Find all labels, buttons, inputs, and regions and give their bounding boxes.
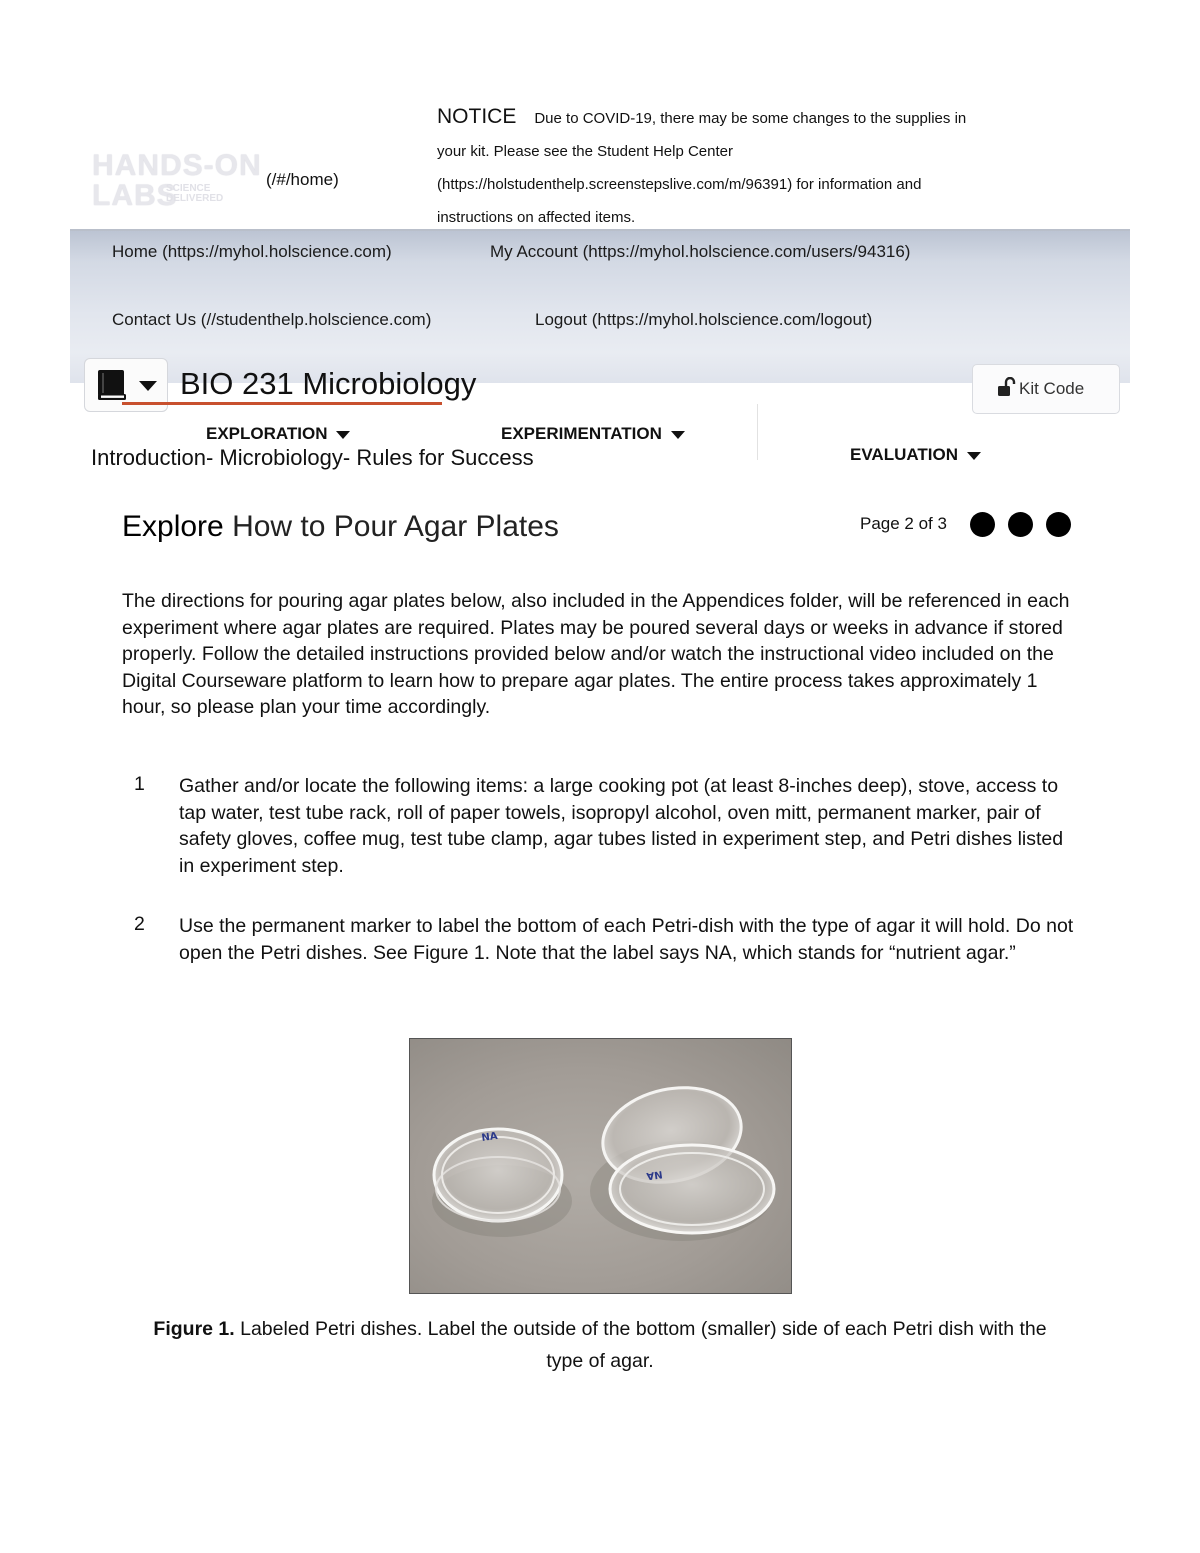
tab-experimentation[interactable]: [501, 424, 685, 444]
home-link[interactable]: (/#/home): [266, 170, 339, 189]
chevron-down-icon: [336, 431, 350, 439]
kit-code-label: Kit Code: [1019, 379, 1085, 398]
dish-label-na: NA: [645, 1168, 664, 1182]
intro-paragraph: The directions for pouring agar plates below, also included in the Appendices folder, will be referenced in each experiment where agar plates are required. Plates may be poured several days or weeks in advance if stored properly. Follow the detailed instructions provided below and/or watch the instructional video included on the Digital Courseware platform to learn how to prepare agar plates. The entire process takes approximately 1 hour, so please plan your time accordingly.: [122, 590, 1070, 718]
nav-my-account-link[interactable]: My Account (https://myhol.holscience.com/users/94316): [490, 242, 911, 261]
chevron-down-icon: [967, 452, 981, 460]
tab-divider: [757, 404, 758, 460]
kit-code-button[interactable]: [972, 364, 1120, 414]
figure-caption-label: Figure 1.: [153, 1318, 235, 1340]
nav-logout-link[interactable]: Logout (https://myhol.holscience.com/logout): [535, 310, 873, 329]
step-number: 1: [134, 773, 145, 795]
unlock-icon: [997, 377, 1017, 397]
notice-title: NOTICE: [437, 105, 517, 128]
step-number: 2: [134, 913, 145, 935]
figure-caption-text: Labeled Petri dishes. Label the outside of the bottom (smaller) side of each Petri dish with the type of agar.: [234, 1318, 1047, 1372]
nav-contact-us-link[interactable]: Contact Us (//studenthelp.holscience.com): [112, 310, 432, 329]
book-icon: [95, 368, 129, 402]
tab-exploration-label: EXPLORATION: [206, 424, 328, 443]
petri-dishes-image: [410, 1039, 791, 1293]
page-dot-2[interactable]: [1008, 512, 1033, 537]
tab-exploration[interactable]: [206, 424, 350, 444]
nav-home-link[interactable]: Home (https://myhol.holscience.com): [112, 242, 392, 261]
step-text: Use the permanent marker to label the bottom of each Petri-dish with the type of agar it will hold. Do not open the Petri dishes. See Figure 1. Note that the label says NA, which stands for “nutrient agar.”: [179, 915, 1074, 964]
breadcrumb: Introduction- Microbiology- Rules for Success: [91, 445, 534, 470]
tab-evaluation-label: EVALUATION: [850, 445, 958, 464]
page-title-topic: How to Pour Agar Plates: [232, 510, 559, 543]
notice-text: Due to COVID-19, there may be some changes to the supplies in your kit. Please see the Student Help Center (https://holstudenthelp.screenstepslive.com/m/96391) for information and instructions on affected items.: [437, 110, 967, 226]
dish-label-na: NA: [480, 1130, 499, 1144]
course-title-underline: [122, 402, 442, 405]
logo-text-line1: HANDS-ON: [92, 149, 262, 182]
logo-tagline-2: DELIVERED: [166, 193, 224, 204]
logo-tagline-1: SCIENCE: [166, 183, 211, 194]
logo-tagline: [166, 184, 223, 204]
petri-dish-photo: [409, 1038, 792, 1294]
hands-on-labs-logo[interactable]: [92, 149, 262, 212]
chevron-down-icon: [671, 431, 685, 439]
page-title-section: Explore: [122, 510, 224, 543]
figure-caption: [140, 1313, 1060, 1377]
page-dot-3[interactable]: [1046, 512, 1071, 537]
chevron-down-icon: [139, 381, 157, 391]
tab-evaluation[interactable]: [850, 445, 981, 465]
step-text: Gather and/or locate the following items: a large cooking pot (at least 8-inches deep), stove, access to tap water, test tube rack, roll of paper towels, isopropyl alcohol, oven mitt, permanent marker, pair of safety gloves, coffee mug, test tube clamp, agar tubes listed in experiment step, and Petri dishes listed in experiment step.: [179, 775, 1064, 877]
logo-text-line2: LABS: [92, 179, 178, 212]
covid-notice: [437, 100, 997, 234]
course-title: BIO 231 Microbiology: [180, 366, 477, 401]
tab-experimentation-label: EXPERIMENTATION: [501, 424, 662, 443]
page-indicator: Page 2 of 3: [860, 514, 947, 533]
page-dot-1[interactable]: [970, 512, 995, 537]
page-title: [122, 510, 559, 544]
